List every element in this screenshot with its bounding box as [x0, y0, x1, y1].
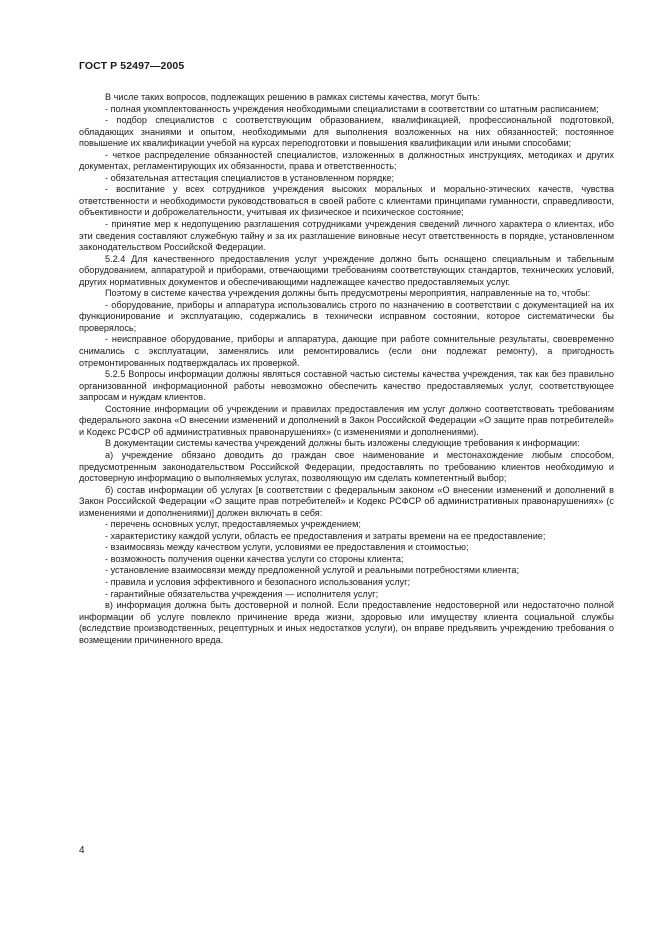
list-item: - воспитание у всех сотрудников учреждения высоких моральных и морально-этических качеств, чувства ответственности и необходимости руководствоваться в своей работе с клиентами принципами гуманности, справедливости, объективности и доброжелательности, учитывая их физическое и психическое состояние;	[79, 184, 614, 218]
lettered-item-a: а) учреждение обязано доводить до граждан свое наименование и местонахождение любым способом, предусмотренным законодательством Российской Федерации, предоставлять по требованию клиентов необходимую и достоверную информацию о выполняемых услугах, позволяющую им сделать компетентный выбор;	[79, 449, 614, 484]
document-code-header: ГОСТ Р 52497—2005	[79, 60, 185, 72]
lettered-item-v: в) информация должна быть достоверной и полной. Если предоставление недостоверной или недостаточно полной информации об услуге повлекло причинение вреда жизни, здоровью или имуществу клиента социальной службы (вследствие производственных, рецептурных и иных недостатков услуги), он вправе предъявить учреждению требования о возмещении причиненного вреда.	[79, 600, 614, 645]
list-item: - правила и условия эффективного и безопасного использования услуг;	[105, 576, 411, 587]
list-item: - характеристику каждой услуги, область ее предоставления и затраты времени на ее предоставление;	[105, 530, 546, 541]
list-item: - установление взаимосвязи между предложенной услугой и реальными потребностями клиента;	[105, 565, 519, 576]
list-item: - возможность получения оценки качества услуги со стороны клиента;	[105, 553, 404, 564]
page-number: 4	[79, 845, 85, 856]
section-5-2-5: 5.2.5 Вопросы информации должны являться составной частью системы качества учреждения, так как без правильно организованной информационной работы невозможно обеспечить качество предоставляемых услуг, соответствующее запросам и нуждам клиентов.	[79, 369, 614, 403]
list-item: - перечень основных услуг, предоставляемых учреждением;	[105, 519, 361, 530]
list-item: - принятие мер к недопущению разглашения сотрудниками учреждения сведений личного характера о клиентах, ибо эти сведения составляют служебную тайну и за их разглашение виновные несут ответственность в порядке, установленном законодательством Российской Федерации.	[79, 219, 614, 253]
list-item: - неисправное оборудование, приборы и аппаратура, дающие при работе сомнительные результаты, своевременно снимались с эксплуатации, заменялись или ремонтировались (если они подлежат ремонту), а пригодность отремонтированных подтверждалась их проверкой.	[79, 334, 614, 368]
list-item: - обязательная аттестация специалистов в установленном порядке;	[105, 172, 395, 183]
list-item: - четкое распределение обязанностей специалистов, изложенных в должностных инструкциях, методиках и других документах, регламентирующих их обязанности, права и ответственность;	[79, 149, 614, 172]
list-item: - взаимосвязь между качеством услуги, условиями ее предоставления и стоимостью;	[105, 542, 469, 553]
paragraph: Поэтому в системе качества учреждения должны быть предусмотрены мероприятия, направленные на то, чтобы:	[105, 288, 591, 299]
paragraph: В документации системы качества учреждений должны быть изложены следующие требования к информации:	[105, 438, 580, 449]
section-5-2-4: 5.2.4 Для качественного предоставления услуг учреждение должно быть оснащено специальным и табельным оборудованием, аппаратурой и приборами, отвечающими требованиям соответствующих стандартов, технических условий, других нормативных документов и обеспечивающими надлежащее качество предоставляемых услуг.	[79, 253, 614, 287]
paragraph: Состояние информации об учреждении и правилах предоставления им услуг должно соответствовать требованиям федерального закона «О внесении изменений и дополнений в Закон Российской Федерации «О защите прав потребителей» и Кодекс РСФСР об административных правонарушениях» (с изменениями и дополнениями).	[79, 403, 614, 437]
list-item: - гарантийные обязательства учреждения — исполнителя услуг;	[105, 588, 379, 599]
list-item: - оборудование, приборы и аппаратура использовались строго по назначению в соответствии с документацией на их функционирование и эксплуатацию, содержались в технически исправном состоянии, которое систематически бы проверялось;	[79, 299, 614, 333]
paragraph: В числе таких вопросов, подлежащих решению в рамках системы качества, могут быть:	[105, 92, 480, 102]
list-item: - полная укомплектованность учреждения необходимыми специалистами в соответствии со штатным расписанием;	[105, 103, 599, 114]
lettered-item-b: б) состав информации об услугах [в соответствии с федеральным законом «О внесении изменений и дополнений в Закон Российской Федерации «О защите прав потребителей» и Кодекс РСФСР об административных правонарушениях» (с изменениями и дополнениями)] должен включать в себя:	[79, 484, 614, 518]
document-body	[79, 92, 614, 646]
list-item: - подбор специалистов с соответствующим образованием, квалификацией, профессиональной подготовкой, обладающих знаниями и опытом, необходимыми для выполнения возложенных на них обязанностей; постоянное повышение их квалификации учебой на курсах переподготовки и повышения квалификации или иными способами;	[79, 115, 614, 149]
